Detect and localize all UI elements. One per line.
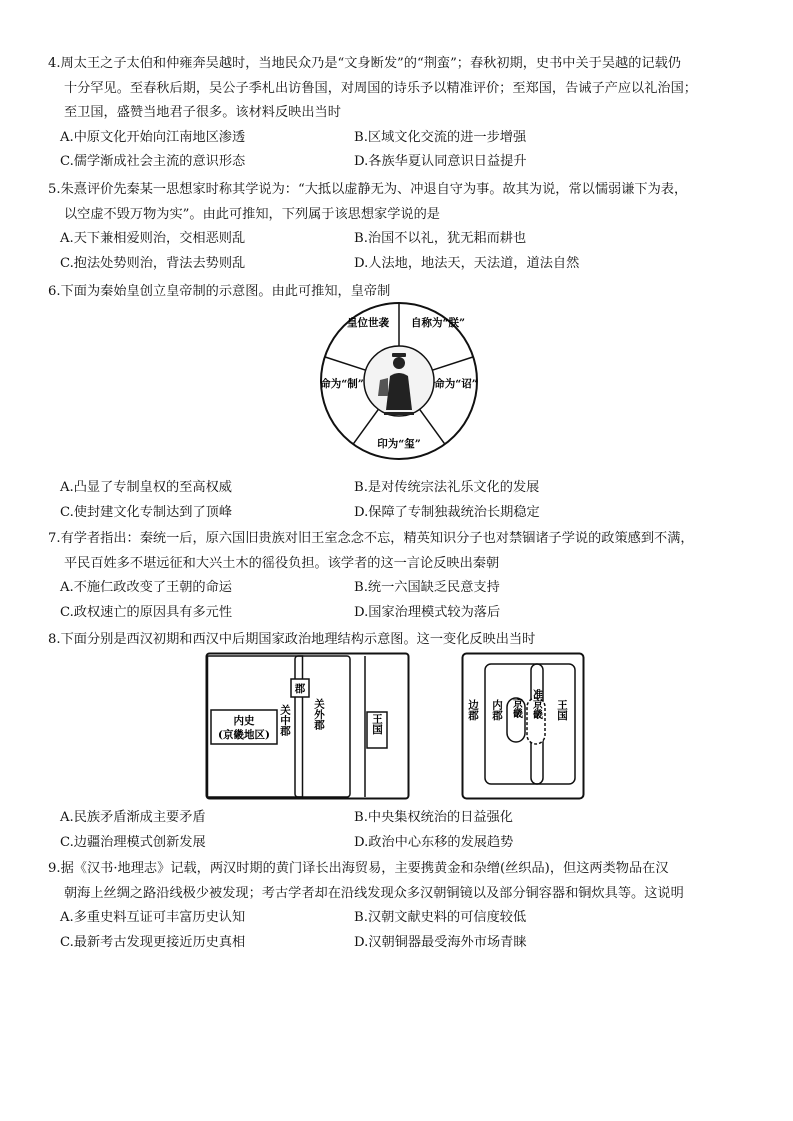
option-b[interactable]: B.汉朝文献史料的可信度较低 [354,910,527,925]
question-stem-line: 以空虚不毁万物为实”。由此可推知，下列属于该思想家学说的是 [64,206,440,222]
option-a[interactable]: A.凸显了专制皇权的至高权威 [60,480,232,495]
question-8-options [48,806,760,855]
options-row [48,576,760,601]
late-western-han-map [461,652,585,800]
options-row [48,252,760,277]
emperor-system-wheel-diagram [318,300,480,462]
question-stem-line: 朝海上丝绸之路沿线极少被发现；考古学者却在沿线发现众多汉朝铜镜以及部分铜容器和铜炊具等。这说明 [64,885,684,901]
options-row [48,126,760,151]
wangguo-label: 王国 [371,713,383,735]
segment-label-zhao: 命为“诏” [434,378,478,390]
question-stem-line: 周太王之子太伯和仲雍奔吴越时，当地民众乃是“文身断发”的“荆蛮”；春秋初期，史书中关于吴越的记载仍 [60,56,681,71]
option-d[interactable]: D.国家治理模式较为落后 [354,604,501,620]
options-row [48,806,760,831]
question-number: 6. [48,284,61,299]
question-stem-line: 平民百姓多不堪远征和大兴土木的徭役负担。该学者的这一言论反映出秦朝 [64,555,500,571]
option-a[interactable]: A.民族矛盾渐成主要矛盾 [60,810,206,825]
question-stem-line: 下面分别是西汉初期和西汉中后期国家政治地理结构示意图。这一变化反映出当时 [60,632,536,647]
question-number: 5. [48,182,61,197]
options-row [48,831,760,856]
question-number: 9. [48,861,61,876]
guanwai-jun-label: 关外郡 [313,698,325,730]
early-western-han-map [205,652,410,800]
question-9 [48,857,760,955]
question-stem-line: 据《汉书·地理志》记载，两汉时期的黄门译长出海贸易，主要携黄金和杂缯(丝织品)，但这两类物品在汉 [60,861,669,876]
question-number: 4. [48,56,61,71]
options-row [48,501,760,526]
question-number: 8. [48,632,61,647]
option-d[interactable]: D.人法地，地法天，天法道，道法自然 [354,255,580,271]
guanzhong-jun-label: 关中郡 [279,704,291,736]
question-stem-line: 朱熹评价先秦某一思想家时称其学说为：“大抵以虚静无为、冲退自守为事。故其为说，常以懦弱谦下为表， [60,182,688,197]
jingji-label: (京畿地区) [218,729,270,741]
segment-label-xi: 印为“玺” [377,438,421,450]
option-c[interactable]: C.抱法处势则治，背法去势则乱 [60,255,246,271]
question-8 [48,628,760,653]
options-row [48,150,760,175]
option-d[interactable]: D.各族华夏认同意识日益提升 [354,154,527,169]
option-a[interactable]: A.多重史料互证可丰富历史认知 [60,910,246,925]
option-d[interactable]: D.政治中心东移的发展趋势 [354,834,514,850]
jingji-label: 京畿 [510,698,522,718]
option-c[interactable]: C.政权速亡的原因具有多元性 [60,604,233,620]
question-4 [48,52,760,175]
option-b[interactable]: B.治国不以礼，犹无耜而耕也 [354,231,527,246]
question-5 [48,178,760,276]
zhunjingji-label: 准京畿 [530,689,542,719]
question-stem-line: 有学者指出：秦统一后，原六国旧贵族对旧王室念念不忘，精英知识分子也对禁锢诸子学说的政策感到不满， [60,531,694,546]
options-row [48,476,760,501]
question-6-options [48,476,760,525]
option-d[interactable]: D.保障了专制独裁统治长期稳定 [354,504,540,520]
option-c[interactable]: C.儒学渐成社会主流的意识形态 [60,154,246,169]
option-b[interactable]: B.中央集权统治的日益强化 [354,810,513,825]
question-7 [48,527,760,625]
options-row [48,906,760,931]
option-a[interactable]: A.中原文化开始向江南地区渗透 [60,129,246,145]
options-row [48,227,760,252]
option-a[interactable]: A.天下兼相爱则治，交相恶则乱 [60,231,246,246]
option-b[interactable]: B.区域文化交流的进一步增强 [354,129,527,145]
option-b[interactable]: B.统一六国缺乏民意支持 [354,580,500,595]
question-stem-line: 十分罕见。至春秋后期，吴公子季札出访鲁国，对周国的诗乐予以精准评价；至郑国，告诫子产应以礼治国； [64,80,697,96]
options-row [48,601,760,626]
segment-label-zhi: 命为“制” [320,378,364,390]
option-c[interactable]: C.使封建文化专制达到了顶峰 [60,504,233,520]
segment-label-zhen: 自称为“朕” [410,317,466,329]
question-number: 7. [48,531,61,546]
option-d[interactable]: D.汉朝铜器最受海外市场青睐 [354,934,527,950]
options-row [48,931,760,956]
neijun-label: 内郡 [491,699,503,721]
question-stem-line: 下面为秦始皇创立皇帝制的示意图。由此可推知，皇帝制 [60,284,391,299]
segment-label-succession: 皇位世袭 [347,317,389,329]
option-c[interactable]: C.最新考古发现更接近历史真相 [60,934,246,950]
option-b[interactable]: B.是对传统宗法礼乐文化的发展 [354,480,540,495]
jun-enclave-label: 郡 [294,683,306,695]
option-c[interactable]: C.边疆治理模式创新发展 [60,834,206,850]
wangguo-label: 王国 [556,699,568,721]
bianjun-label: 边郡 [467,699,479,721]
question-stem-line: 至卫国，盛赞当地君子很多。该材料反映出当时 [64,105,341,120]
option-a[interactable]: A.不施仁政改变了王朝的命运 [60,580,232,595]
neishi-label: 内史 [233,715,255,727]
